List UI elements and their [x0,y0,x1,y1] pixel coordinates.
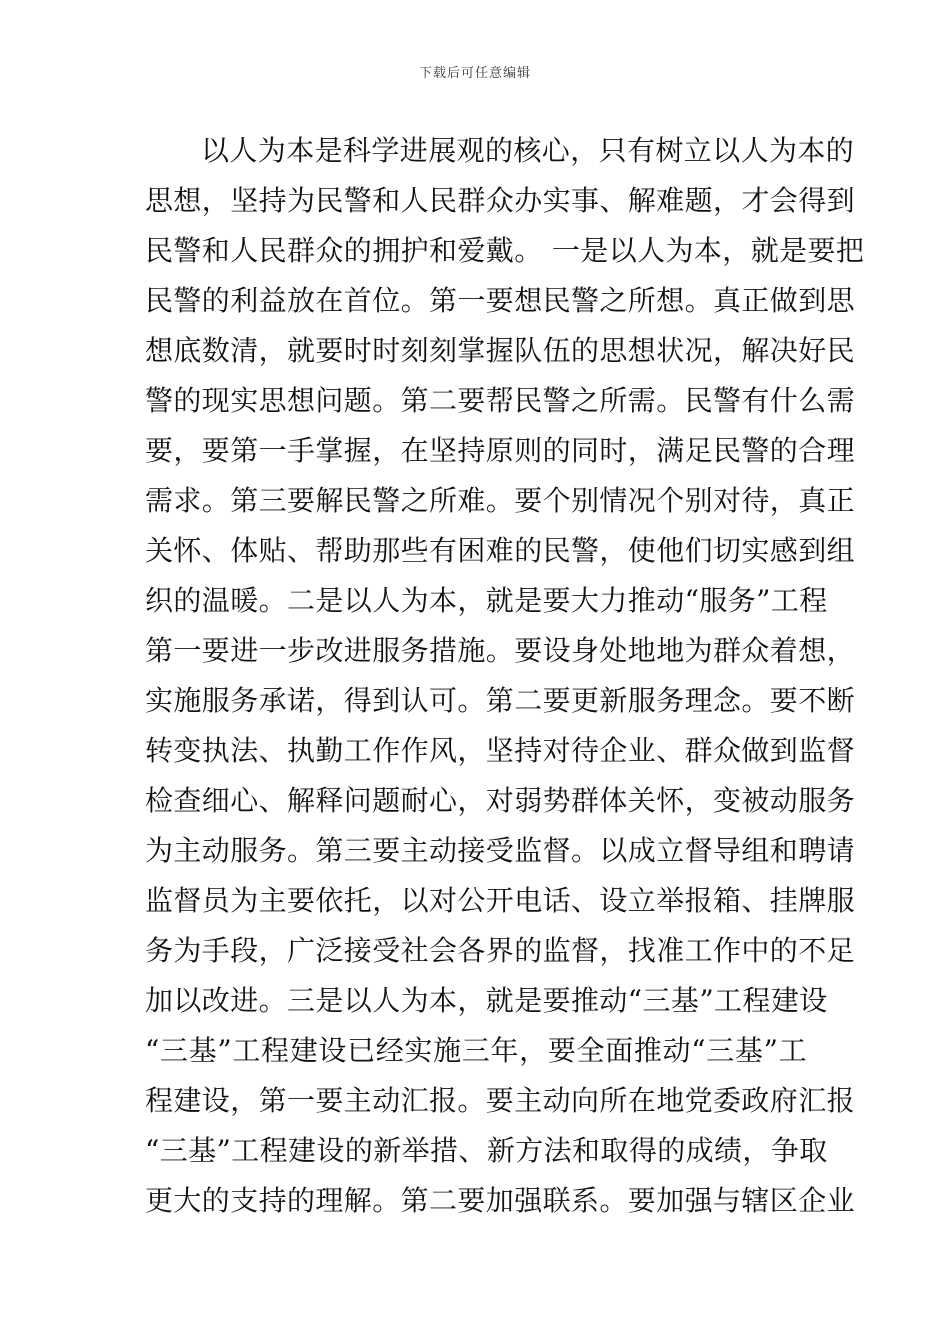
text-line: 务为手段，广泛接受社会各界的监督，找准工作中的不足 [145,934,856,967]
text-line: 要，要第一手掌握，在坚持原则的同时，满足民警的合理 [145,434,856,467]
text-line: 转变执法、执勤工作作风，坚持对待企业、群众做到监督 [145,734,856,767]
body-paragraph [145,126,865,1226]
text-line: 程建设，第一要主动汇报。要主动向所在地党委政府汇报 [145,1084,856,1117]
text-line: 关怀、体贴、帮助那些有困难的民警，使他们切实感到组 [145,534,856,567]
text-line: 监督员为主要依托，以对公开电话、设立举报箱、挂牌服 [145,884,856,917]
text-line: “三基”工程建设已经实施三年，要全面推动“三基”工 [145,1034,807,1067]
text-line: 民警的利益放在首位。第一要想民警之所想。真正做到思 [145,284,856,317]
text-line: 民警和人民群众的拥护和爱戴。 一是以人为本，就是要把 [145,234,865,267]
text-line: 以人为本是科学进展观的核心，只有树立以人为本的 [201,134,855,167]
text-line: 检查细心、解释问题耐心，对弱势群体关怀，变被动服务 [145,784,856,817]
page-header: 下载后可任意编辑 [418,66,531,81]
text-line: 想底数清，就要时时刻刻掌握队伍的思想状况，解决好民 [145,334,856,367]
text-line: 实施服务承诺，得到认可。第二要更新服务理念。要不断 [145,684,856,717]
text-line: 为主动服务。第三要主动接受监督。以成立督导组和聘请 [145,834,856,867]
text-line: 需求。第三要解民警之所难。要个别情况个别对待，真正 [145,484,856,517]
text-line: 加以改进。三是以人为本，就是要推动“三基”工程建设 [145,984,828,1017]
text-line: 第一要进一步改进服务措施。要设身处地地为群众着想， [145,634,856,667]
text-line: 警的现实思想问题。第二要帮民警之所需。民警有什么需 [145,384,856,417]
text-line: “三基”工程建设的新举措、新方法和取得的成绩，争取 [145,1134,828,1167]
text-line: 思想，坚持为民警和人民群众办实事、解难题，才会得到 [145,184,856,217]
text-line: 织的温暖。二是以人为本，就是要大力推动“服务”工程 [145,584,828,617]
text-line: 更大的支持的理解。第二要加强联系。要加强与辖区企业 [145,1184,856,1217]
